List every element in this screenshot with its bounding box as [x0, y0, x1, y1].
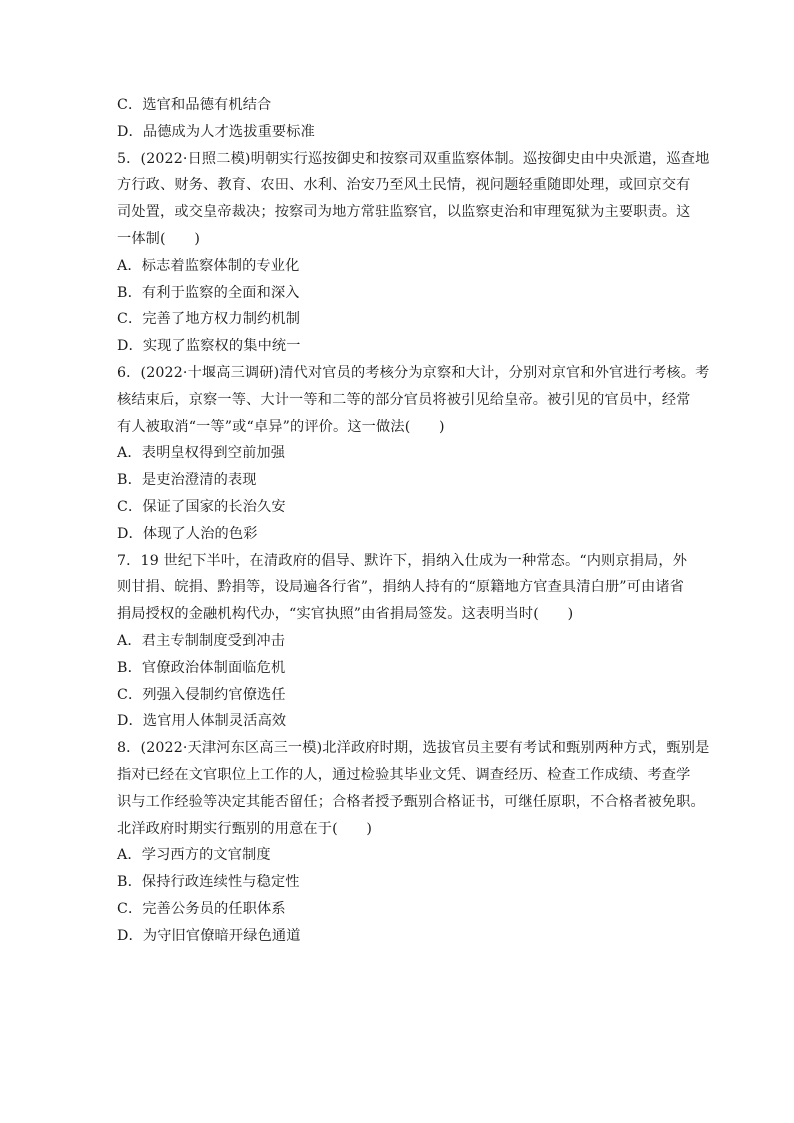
- option-c: C．保证了国家的长治久安: [117, 498, 286, 515]
- question-stem-line: 5．(2022·日照二模)明朝实行巡按御史和按察司双重监察体制。巡按御史由中央派遣，巡查地: [117, 150, 710, 167]
- option-c: C．完善了地方权力制约机制: [117, 311, 301, 328]
- option-a: A．君主专制制度受到冲击: [117, 632, 286, 649]
- option-c: C．列强入侵制约官僚选任: [117, 686, 286, 703]
- option-d: D．体现了人治的色彩: [117, 525, 258, 542]
- question-7: [117, 548, 688, 736]
- previous-question-options: [117, 92, 682, 146]
- option-a: A．标志着监察体制的专业化: [117, 257, 300, 274]
- question-stem-line: 一体制( ): [117, 230, 201, 247]
- question-stem-line: 北洋政府时期实行甄别的用意在于( ): [117, 820, 373, 837]
- option-b: B．是吏治澄清的表现: [117, 472, 257, 489]
- question-stem-line: 有人被取消“一等”或“卓异”的评价。这一做法( ): [117, 418, 445, 435]
- option-c: C．完善公务员的任职体系: [117, 900, 286, 917]
- option-d: D．实现了监察权的集中统一: [117, 338, 301, 355]
- question-stem-line: 捐局授权的金融机构代办，“实官执照”由省捐局签发。这表明当时( ): [117, 606, 574, 623]
- question-stem-line: 7．19 世纪下半叶，在清政府的倡导、默许下，捐纳入仕成为一种常态。“内则京捐局，外: [117, 552, 688, 569]
- option-b: B．保持行政连续性与稳定性: [117, 874, 300, 891]
- option-d: D．为守旧官僚暗开绿色通道: [117, 927, 301, 944]
- question-stem-line: 识与工作经验等决定其能否留任；合格者授予甄别合格证书，可继任原职，不合格者被免职。: [117, 793, 705, 810]
- question-stem-line: 方行政、财务、教育、农田、水利、治安乃至风土民情，视问题轻重随即处理，或回京交有: [117, 177, 691, 194]
- option-d: D．品德成为人才选拔重要标准: [117, 123, 315, 140]
- question-5: [117, 146, 710, 360]
- question-stem-line: 6．(2022·十堰高三调研)清代对官员的考核分为京察和大计，分别对京官和外官进行考核。考: [117, 364, 710, 381]
- option-b: B．有利于监察的全面和深入: [117, 284, 300, 301]
- option-c: C．选官和品德有机结合: [117, 97, 272, 113]
- question-stem-line: 指对已经在文官职位上工作的人，通过检验其毕业文凭、调查经历、检查工作成绩、考查学: [117, 766, 691, 783]
- question-8: [117, 735, 710, 949]
- option-d: D．选官用人体制灵活高效: [117, 713, 287, 730]
- option-a: A．表明皇权得到空前加强: [117, 445, 286, 462]
- question-stem-line: 则甘捐、皖捐、黔捐等，设局遍各行省”，捐纳人持有的“原籍地方官查具清白册”可由诸省: [117, 579, 685, 596]
- option-b: B．官僚政治体制面临危机: [117, 659, 286, 676]
- question-stem-line: 司处置，或交皇帝裁决；按察司为地方常驻监察官，以监察吏治和审理冤狱为主要职责。这: [117, 204, 691, 221]
- question-stem-line: 核结束后，京察一等、大计一等和二等的部分官员将被引见给皇帝。被引见的官员中，经常: [117, 391, 691, 408]
- question-stem-line: 8．(2022·天津河东区高三一模)北洋政府时期，选拔官员主要有考试和甄别两种方式，甄别是: [117, 740, 710, 757]
- option-a: A．学习西方的文官制度: [117, 847, 271, 864]
- document-page: [117, 92, 710, 950]
- question-6: [117, 360, 710, 548]
